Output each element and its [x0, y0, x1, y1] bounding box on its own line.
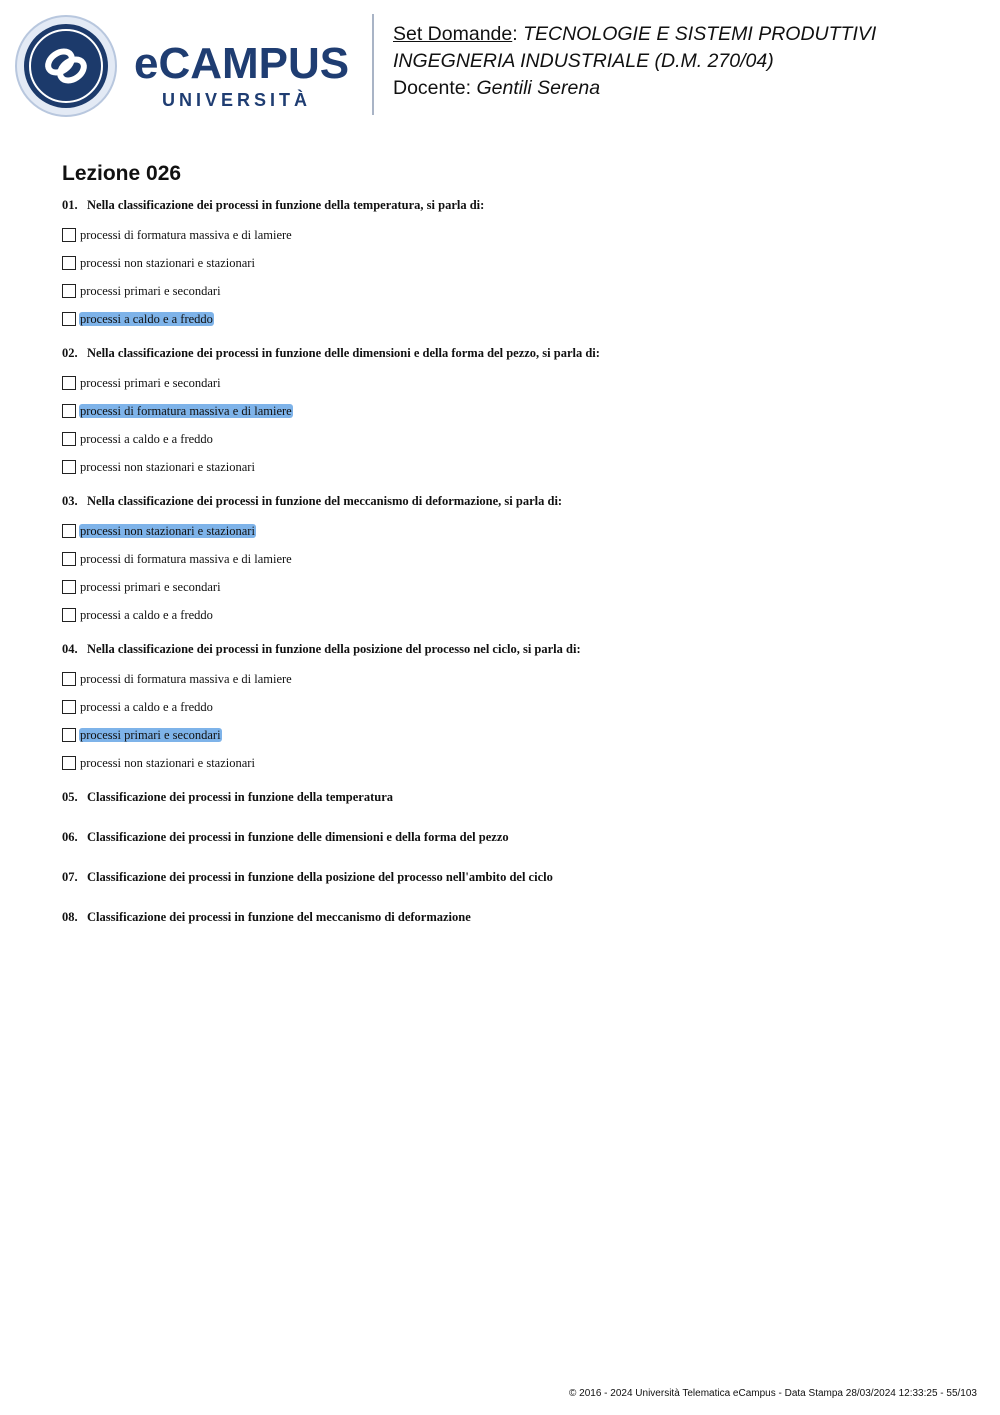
lesson-title: Lezione 026	[62, 162, 182, 185]
answer-checkbox[interactable]	[62, 312, 76, 326]
answer-options	[62, 517, 962, 629]
question-number: 08.	[62, 910, 78, 924]
answer-option[interactable]	[62, 397, 962, 425]
answer-checkbox[interactable]	[62, 376, 76, 390]
answer-checkbox[interactable]	[62, 432, 76, 446]
question-label: Nella classificazione dei processi in funzione della temperatura, si parla di:	[87, 198, 485, 212]
correct-answer-text: processi di formatura massiva e di lamiere	[80, 404, 292, 418]
correct-answer-text: processi a caldo e a freddo	[80, 312, 213, 326]
docente-label: Docente:	[393, 77, 472, 99]
question-label: Classificazione dei processi in funzione del meccanismo di deformazione	[87, 910, 471, 924]
question-label: Classificazione dei processi in funzione della temperatura	[87, 790, 393, 804]
answer-option[interactable]	[62, 721, 962, 749]
question-block	[62, 343, 962, 481]
question-label: Nella classificazione dei processi in funzione della posizione del processo nel ciclo, si parla di:	[87, 642, 581, 656]
question-text	[62, 867, 962, 887]
answer-checkbox[interactable]	[62, 524, 76, 538]
answer-checkbox[interactable]	[62, 228, 76, 242]
answer-option[interactable]	[62, 305, 962, 333]
question-text	[62, 827, 962, 847]
question-block	[62, 827, 962, 847]
answer-text: processi non stazionari e stazionari	[80, 256, 255, 270]
set-line	[393, 21, 876, 48]
answer-option[interactable]	[62, 249, 962, 277]
question-block	[62, 787, 962, 807]
answer-checkbox[interactable]	[62, 756, 76, 770]
answer-text: processi primari e secondari	[80, 376, 221, 390]
answer-option[interactable]	[62, 369, 962, 397]
question-number: 04.	[62, 642, 78, 656]
answer-text: processi a caldo e a freddo	[80, 608, 213, 622]
question-text	[62, 195, 962, 215]
answer-option[interactable]	[62, 573, 962, 601]
question-block	[62, 491, 962, 629]
question-text	[62, 787, 962, 807]
question-label: Nella classificazione dei processi in funzione del meccanismo di deformazione, si parla di:	[87, 494, 563, 508]
answer-text: processi primari e secondari	[80, 284, 221, 298]
answer-option[interactable]	[62, 601, 962, 629]
ecampus-logo	[14, 14, 354, 118]
header-divider	[372, 14, 374, 115]
question-number: 01.	[62, 198, 78, 212]
answer-checkbox[interactable]	[62, 608, 76, 622]
answer-checkbox[interactable]	[62, 460, 76, 474]
answer-option[interactable]	[62, 453, 962, 481]
answer-text: processi primari e secondari	[80, 580, 221, 594]
answer-checkbox[interactable]	[62, 256, 76, 270]
set-title-line1: TECNOLOGIE E SISTEMI PRODUTTIVI	[523, 23, 877, 45]
set-label: Set Domande	[393, 23, 513, 45]
question-list	[62, 195, 962, 947]
question-block	[62, 867, 962, 887]
page-footer: © 2016 - 2024 Università Telematica eCampus - Data Stampa 28/03/2024 12:33:25 - 55/103	[569, 1388, 977, 1399]
answer-option[interactable]	[62, 425, 962, 453]
question-number: 02.	[62, 346, 78, 360]
question-text	[62, 639, 962, 659]
question-number: 07.	[62, 870, 78, 884]
answer-option[interactable]	[62, 221, 962, 249]
set-title-line2: INGEGNERIA INDUSTRIALE (D.M. 270/04)	[393, 50, 774, 72]
page-header	[0, 0, 1000, 130]
question-number: 05.	[62, 790, 78, 804]
question-label: Classificazione dei processi in funzione delle dimensioni e della forma del pezzo	[87, 830, 509, 844]
docente-name: Gentili Serena	[476, 77, 601, 99]
question-number: 03.	[62, 494, 78, 508]
answer-text: processi a caldo e a freddo	[80, 432, 213, 446]
docente-line	[393, 75, 876, 102]
answer-checkbox[interactable]	[62, 284, 76, 298]
answer-option[interactable]	[62, 545, 962, 573]
header-info	[393, 21, 876, 102]
answer-checkbox[interactable]	[62, 580, 76, 594]
logo-subtitle: UNIVERSITÀ	[162, 90, 312, 110]
answer-text: processi non stazionari e stazionari	[80, 756, 255, 770]
answer-options	[62, 665, 962, 777]
question-number: 06.	[62, 830, 78, 844]
answer-text: processi non stazionari e stazionari	[80, 460, 255, 474]
correct-answer-text: processi primari e secondari	[80, 728, 221, 742]
answer-options	[62, 369, 962, 481]
answer-option[interactable]	[62, 665, 962, 693]
answer-option[interactable]	[62, 693, 962, 721]
question-text	[62, 343, 962, 363]
question-text	[62, 907, 962, 927]
question-label: Nella classificazione dei processi in funzione delle dimensioni e della forma del pezzo, si parla di:	[87, 346, 600, 360]
answer-checkbox[interactable]	[62, 672, 76, 686]
answer-text: processi di formatura massiva e di lamiere	[80, 672, 292, 686]
answer-option[interactable]	[62, 749, 962, 777]
correct-answer-text: processi non stazionari e stazionari	[80, 524, 255, 538]
answer-option[interactable]	[62, 517, 962, 545]
logo-brand: eCAMPUS	[134, 39, 350, 88]
answer-option[interactable]	[62, 277, 962, 305]
answer-checkbox[interactable]	[62, 404, 76, 418]
question-block	[62, 639, 962, 777]
answer-checkbox[interactable]	[62, 552, 76, 566]
question-block	[62, 195, 962, 333]
answer-text: processi a caldo e a freddo	[80, 700, 213, 714]
answer-text: processi di formatura massiva e di lamiere	[80, 228, 292, 242]
answer-options	[62, 221, 962, 333]
answer-checkbox[interactable]	[62, 728, 76, 742]
question-label: Classificazione dei processi in funzione della posizione del processo nell'ambito del ciclo	[87, 870, 553, 884]
question-text	[62, 491, 962, 511]
set-colon: :	[512, 23, 518, 45]
question-block	[62, 907, 962, 927]
answer-checkbox[interactable]	[62, 700, 76, 714]
answer-text: processi di formatura massiva e di lamiere	[80, 552, 292, 566]
